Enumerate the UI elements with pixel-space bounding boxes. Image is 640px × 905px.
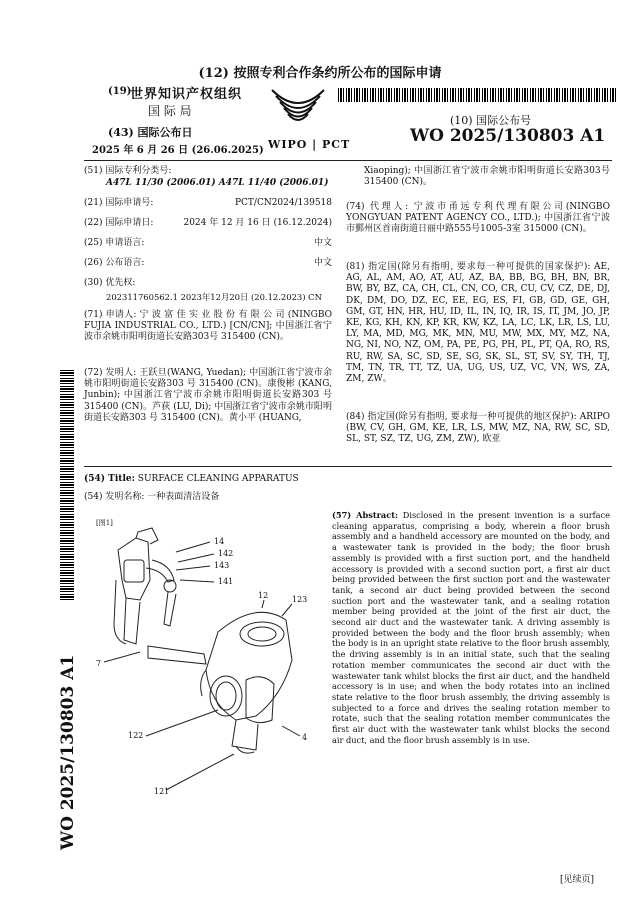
label-14: 14 — [214, 537, 225, 546]
field-25-label: (25) 申请语言: — [84, 238, 145, 248]
label-122: 122 — [128, 731, 144, 740]
field-30-label: (30) 优先权: — [84, 278, 136, 288]
label-142: 142 — [218, 549, 234, 558]
field-21-label: (21) 国际申请号: — [84, 198, 154, 208]
field-81-label: (81) 指定国(除另有指明, 要求每一种可提供的国家保护): — [346, 262, 591, 272]
title-label: (54) Title: — [84, 474, 135, 484]
side-barcode-icon — [60, 370, 74, 600]
label-7: 7 — [96, 659, 102, 668]
field-81-text: AE, AG, AL, AM, AO, AT, AU, AZ, BA, BB, BG, BH, BN, BR, BW, BY, BZ, CA, CH, CL, CN, CO, CR, CU, CV, CZ, DE, DJ, DK, DM, DO, DZ, EC, EE, EG, ES, FI, GB, GD, GE, GH, GM, GT, HN, HR, HU, ID, IL, IN, IQ, IR, IS, IT, JM, JO, JP, KE, KG, KH, KN, KP, KR, KW, KZ, LA, LC, LK, LR, LS, LU, LY, MA, MD, MG, MK, MN, MU, MW, MX, MY, MZ, NA, NG, NI, NO, NZ, OM, PA, PE, PG, PH, PL, PT, QA, RO, RS, RU, RW, SA, SC, SD, SE, SG, SK, SL, ST, SV, SY, TH, TJ, TM, TN, TR, TT, TZ, UA, UG, US, UZ, VC, VN, WS, ZA, ZM, ZW。 — [346, 262, 610, 385]
field-26-value: 中文 — [313, 258, 332, 268]
continued-footer: [见续页] — [560, 875, 595, 885]
label-12: 12 — [258, 591, 269, 600]
field-22-value: 2024 年 12 月 16 日 (16.12.2024) — [183, 218, 332, 228]
field-51-label: (51) 国际专利分类号: — [84, 166, 172, 176]
field-74-text: 宁波市甬远专利代理有限公司(NINGBO YONGYUAN PATENT AGENCY CO., LTD.); 中国浙江省宁波市鄞州区首南街道日丽中路555号1005-3室 315000 (CN)。 — [346, 202, 610, 235]
field-72-label: (72) 发明人: — [84, 368, 137, 378]
field-71-text: 宁 波 富 佳 实 业 股 份 有 限 公 司 (NINGBO FUJIA INDUSTRIAL CO., LTD.) [CN/CN]; 中国浙江省宁波市余姚市阳明街道长安路303号 315400 (CN)。 — [84, 310, 332, 343]
pub-no: WO 2025/130803 A1 — [410, 126, 606, 146]
pub-no-label: (10) 国际公布号 — [450, 114, 532, 127]
side-pub-no: WO 2025/130803 A1 — [58, 654, 78, 850]
label-121: 121 — [154, 787, 170, 796]
wipo-logo-text: WIPO | PCT — [268, 138, 351, 151]
field-22-label: (22) 国际申请日: — [84, 218, 154, 228]
field-84-label: (84) 指定国(除另有指明, 要求每一种可提供的地区保护): — [346, 412, 577, 422]
apparatus-drawing — [86, 520, 326, 800]
field-26-label: (26) 公布语言: — [84, 258, 145, 268]
field-74-label: (74) 代理人: — [346, 202, 409, 212]
abstract-label: (57) Abstract: — [332, 510, 399, 520]
pub-date: 2025 年 6 月 26 日 (26.06.2025) — [92, 145, 264, 156]
org-sub: 国 际 局 — [148, 104, 192, 118]
title-cn-value: 一种表面清洁设备 — [147, 492, 220, 502]
org-name: 世界知识产权组织 — [130, 87, 243, 102]
field-71-label: (71) 申请人: — [84, 310, 137, 320]
title-cn-label: (54) 发明名称: — [84, 492, 145, 502]
field-25-value: 中文 — [313, 238, 332, 248]
inventor-continued: Xiaoping); 中国浙江省宁波市余姚市阳明街道长安路303号 315400 (CN)。 — [364, 166, 610, 188]
document-title: (12) 按照专利合作条约所公布的国际申请 — [198, 66, 442, 81]
barcode-icon — [338, 88, 618, 102]
abstract-text: Disclosed in the present invention is a surface cleaning apparatus, comprising a body, wherein a floor brush assembly and a handheld accessory are mounted on the body, and a wastewater tank is provided in the body; the floor brush assembly is provided with a first suction port, and the handheld accessory is provided with a second suction port, a first air duct being provided between the first suction port and the wastewater tank, a second air duct being provided between the second suction port and the wastewater tank, and a sealing rotation member being provided at the joint of the first air duct, the second air duct and the wastewater tank. A driving assembly is provided between the body and the floor brush assembly; when the body is in an upright state relative to the floor brush assembly, the driving assembly is in an initial state, such that the sealing rotation member communicates the second air duct with the wastewater tank whilst blocks the first air duct, and the handheld accessory is in use; and when the body rotates into an inclined state relative to the floor brush assembly, the driving assembly is subjected to a force and drives the sealing rotation member to rotate, such that the sealing rotation member communicates the first air duct with the wastewater tank whilst blocks the second air duct, and the floor brush assembly is in use. — [332, 510, 610, 745]
field-72-text: 王跃旦(WANG, Yuedan); 中国浙江省宁波市余姚市阳明街道长安路303 号 315400 (CN)。康俊彬 (KANG, Junbin); 中国浙江省宁波市余姚市阳明街道长安路303 号 315400 (CN)。芦荻 (LU, Di); 中国浙江省宁波市余姚市阳明街道长安路303 号 315400 (CN)。黄小平 (HUANG, — [84, 368, 332, 423]
pub-date-label: (43) 国际公布日 — [108, 126, 193, 139]
field-30-value: 202311760562.1 2023年12月20日 (20.12.2023) CN — [106, 292, 322, 302]
wipo-logo-icon — [268, 86, 328, 136]
field-51-value: A47L 11/30 (2006.01) A47L 11/40 (2006.01) — [106, 178, 329, 188]
field-21-value: PCT/CN2024/139518 — [234, 198, 332, 208]
title-value: SURFACE CLEANING APPARATUS — [137, 474, 299, 484]
figure-label: [图1] — [96, 519, 113, 527]
label-143: 143 — [214, 561, 230, 570]
field-84-text: ARIPO (BW, CV, GH, GM, KE, LR, LS, MW, MZ, NA, RW, SC, SD, SL, ST, SZ, TZ, UG, ZM, ZW), 欧亚 — [346, 412, 610, 445]
label-141: 141 — [218, 577, 234, 586]
label-123: 123 — [292, 595, 308, 604]
label-4: 4 — [302, 733, 308, 742]
org-code: (19) — [108, 86, 132, 97]
